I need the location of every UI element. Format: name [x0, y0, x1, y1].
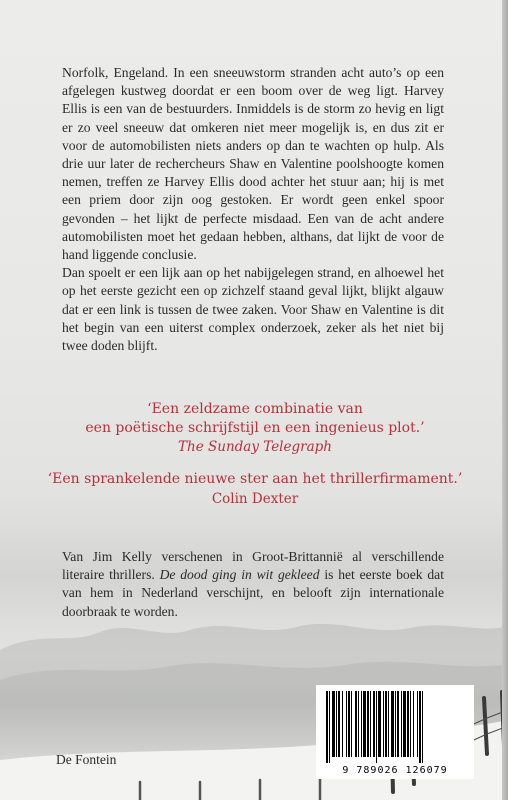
synopsis: [62, 64, 444, 355]
barcode-bar: [397, 691, 399, 757]
barcode-bar: [376, 691, 377, 763]
barcode-bar: [358, 691, 359, 757]
barcode-bar: [410, 691, 411, 757]
barcode-bar: [363, 691, 366, 757]
barcode-bar: [403, 691, 406, 757]
quote-1-line-2: een poëtische schrijfstijl en een ingenieus plot.’: [85, 419, 425, 436]
barcode-bar: [346, 691, 347, 757]
barcode-bar: [401, 691, 402, 757]
barcode-bar: [417, 691, 418, 757]
barcode-bar: [338, 691, 340, 757]
isbn-digits: 9 789026 126079: [342, 765, 448, 776]
quote-2-source: Colin Dexter: [211, 490, 299, 507]
isbn-barcode: [316, 685, 474, 779]
barcode-bar: [419, 691, 421, 763]
barcode-bar: [329, 691, 330, 763]
barcode-bar: [407, 691, 409, 757]
barcode-bar: [342, 691, 343, 757]
quote-2-line-1: ‘Een sprankelende nieuwe ster aan het thrillerfirmament.’: [47, 471, 463, 487]
barcode-bar: [367, 691, 369, 757]
barcode-bar: [361, 691, 362, 757]
barcode-bar: [395, 691, 396, 757]
review-quote-2: [40, 470, 470, 507]
barcode-bar: [332, 691, 335, 757]
quote-1-source: The Sunday Telegraph: [178, 439, 332, 455]
publisher-name: De Fontein: [56, 752, 117, 767]
barcode-bar: [422, 691, 423, 763]
synopsis-paragraph-1: Norfolk, Engeland. In een sneeuwstorm stranden acht auto’s op een afgelegen kustweg doordat er een boom over de weg ligt. Harvey Ellis is een van de bestuurders. Inmiddels is de storm zo hevig en ligt er zo veel sneeuw dat omkeren niet meer mogelijk is, en dus zit er voor de automobilisten niets anders op dan te wachten op hulp. Als drie uur later de rechercheurs Shaw en Valentine poolshoogte komen nemen, treffen ze Harvey Ellis dood achter het stuur aan; hij is met een priem door zijn oog gestoken. Er wordt geen enkel spoor gevonden – het lijkt de perfecte misdaad. Een van de acht andere automobilisten moet het gedaan hebben, althans, dat lijkt de voor de hand liggende conclusie.: [62, 65, 444, 263]
barcode-bar: [385, 691, 387, 757]
synopsis-paragraph-2: Dan spoelt er een lijk aan op het nabijgelegen strand, en alhoewel het op het eerste gezicht een op zichzelf staand geval lijkt, blijkt algauw dat er een link is tussen de twee zaken. Voor Shaw en Valentine is dit het begin van een uiterst complex onderzoek, zeker als het niet bij twee doden blijft.: [62, 265, 444, 354]
barcode-bar: [370, 691, 371, 757]
book-title-mention: De dood ging in wit gekleed: [159, 567, 320, 583]
barcode-bars: [322, 691, 468, 763]
author-note-outro: is het eerste boek dat van hem in Nederland verschijnt, en belooft zijn internationale doorbraak te worden.: [62, 567, 444, 619]
barcode-bar: [383, 691, 384, 757]
barcode-bar: [378, 691, 381, 757]
barcode-bar: [348, 691, 350, 757]
barcode-bar: [351, 691, 352, 757]
barcode-bar: [388, 691, 389, 757]
barcode-bar: [355, 691, 357, 757]
author-note: [62, 548, 444, 621]
spine-edge: [502, 0, 508, 800]
barcode-bar: [336, 691, 337, 757]
author-note-intro: Van Jim Kelly verschenen in Groot-Brittannië al verschillende literaire thrillers.: [62, 549, 444, 583]
barcode-bar: [413, 691, 414, 757]
review-quote-1: [40, 400, 470, 455]
quote-1-line-1: ‘Een zeldzame combinatie van: [147, 401, 363, 417]
barcode-bar: [391, 691, 394, 757]
barcode-bar: [326, 691, 328, 763]
barcode-bar: [373, 691, 375, 757]
